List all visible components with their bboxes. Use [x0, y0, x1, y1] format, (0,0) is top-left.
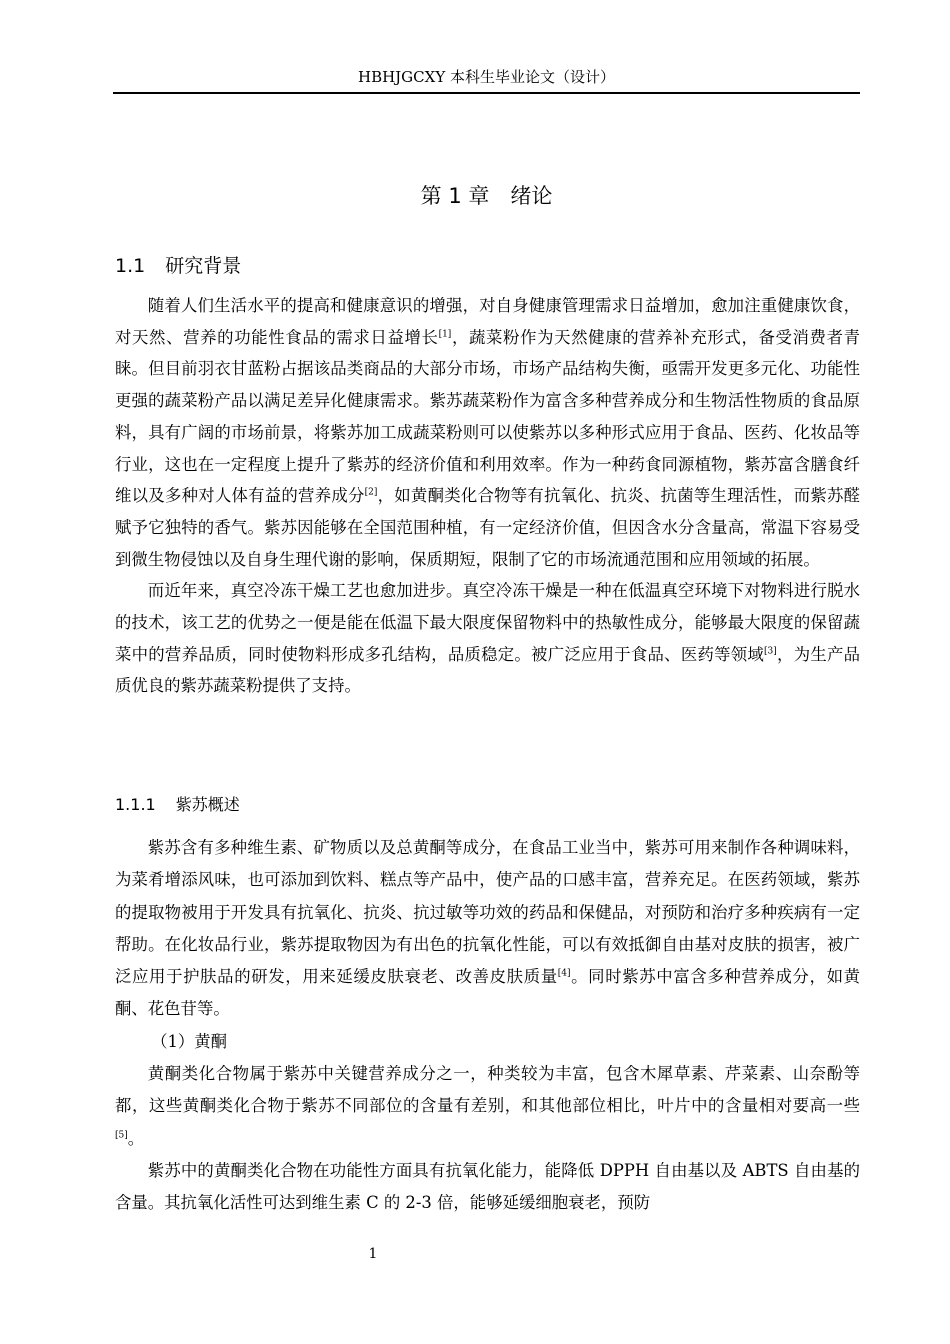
- body-paragraph: [115, 290, 860, 575]
- citation-ref: [5]: [115, 1130, 128, 1141]
- text-run: （1）黄酮: [151, 1031, 228, 1051]
- body-paragraph: [115, 832, 860, 1026]
- chapter-title: 第 1 章 绪论: [420, 184, 553, 208]
- citation-ref: [3]: [764, 646, 777, 657]
- list-label: [115, 1026, 860, 1058]
- text-run: ，如黄酮类化合物等有抗氧化、抗炎、抗菌等生理活性，而紫苏醛赋予它独特的香气。紫苏因能够在全国范围种植，有一定经济价值，但因含水分含量高，常温下容易受到微生物侵蚀以及自身生理代谢的影响，保质期短，限制了它的市场流通范围和应用领域的拓展。: [115, 486, 861, 569]
- text-run: ，蔬菜粉作为天然健康的营养补充形式，备受消费者青睐。但目前羽衣甘蓝粉占据该品类商品的大部分市场，市场产品结构失衡，亟需开发更多元化、功能性更强的蔬菜粉产品以满足差异化健康需求。紫苏蔬菜粉作为富含多种营养成分和生物活性物质的食品原料，具有广阔的市场前景，将紫苏加工成蔬菜粉则可以使紫苏以多种形式应用于食品、医药、化妆品等行业，这也在一定程度上提升了紫苏的经济价值和利用效率。作为一种药食同源植物，紫苏富含膳食纤维以及多种对人体有益的营养成分: [115, 327, 861, 506]
- subsection-title: 紫苏概述: [175, 795, 240, 814]
- body-paragraph: [115, 1155, 860, 1220]
- running-header: HBHJGCXY 本科生毕业论文（设计）: [357, 68, 615, 86]
- text-run: 紫苏含有多种维生素、矿物质以及总黄酮等成分，在食品工业当中，紫苏可用来制作各种调味料，为菜肴增添风味，也可添加到饮料、糕点等产品中，使产品的口感丰富，营养充足。在医药领域，紫苏的提取物被用于开发具有抗氧化、抗炎、抗过敏等功效的药品和保健品，对预防和治疗多种疾病有一定帮助。在化妆品行业，紫苏提取物因为有出色的抗氧化性能，可以有效抵御自由基对皮肤的损害，被广泛应用于护肤品的研发，用来延缓皮肤衰老、改善皮肤质量: [115, 838, 860, 987]
- body-paragraph: [115, 1058, 860, 1155]
- section-title: 研究背景: [165, 255, 242, 277]
- text-run: 随着人们生活水平的提高和健康意识的增强，对自身健康管理需求日益增加，愈加注重健康饮食，对天然、营养的功能性食品的需求日益增长: [115, 296, 860, 347]
- section-body: [115, 290, 860, 702]
- text-run: 。: [127, 1128, 145, 1148]
- section-number: 1.1: [115, 255, 146, 277]
- subsection-number: 1.1.1: [115, 795, 156, 814]
- text-run: ，为生产品质优良的紫苏蔬菜粉提供了支持。: [115, 644, 861, 696]
- text-run: 紫苏中的黄酮类化合物在功能性方面具有抗氧化能力，能降低 DPPH 自由基以及 ABTS 自由基的含量。其抗氧化活性可达到维生素 C 的 2-3 倍，能够延缓细胞衰老，预防: [115, 1160, 860, 1213]
- subsection-body: [115, 832, 860, 1220]
- citation-ref: [1]: [438, 329, 452, 340]
- citation-ref: [4]: [557, 968, 571, 979]
- subsection-heading: [115, 792, 240, 818]
- page-number: 1: [368, 1246, 378, 1262]
- text-run: 黄酮类化合物属于紫苏中关键营养成分之一，种类较为丰富，包含木犀草素、芹菜素、山奈酚等都，这些黄酮类化合物于紫苏不同部位的含量有差别，和其他部位相比，叶片中的含量相对要高一些: [115, 1064, 860, 1116]
- header-rule: [113, 92, 860, 94]
- text-run: 。同时紫苏中富含多种营养成分，如黄酮、花色苷等。: [115, 967, 861, 1019]
- body-paragraph: [115, 575, 860, 702]
- section-heading: [115, 252, 241, 280]
- citation-ref: [2]: [364, 487, 378, 498]
- text-run: 而近年来，真空冷冻干燥工艺也愈加进步。真空冷冻干燥是一种在低温真空环境下对物料进行脱水的技术，该工艺的优势之一便是能在低温下最大限度保留物料中的热敏性成分，能够最大限度的保留蔬菜中的营养品质，同时使物料形成多孔结构，品质稳定。被广泛应用于食品、医药等领域: [115, 581, 860, 664]
